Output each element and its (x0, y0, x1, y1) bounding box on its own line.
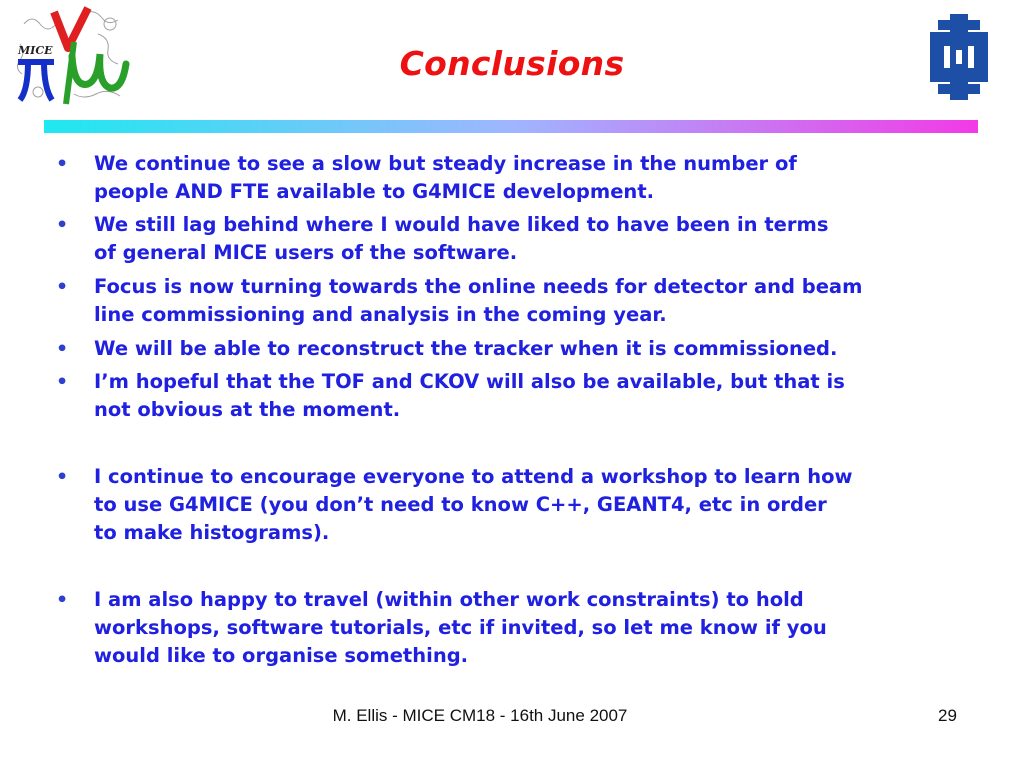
svg-text:MICE: MICE (18, 44, 53, 57)
bullet-icon: • (56, 589, 69, 611)
bullet-icon: • (56, 466, 69, 488)
bullet-icon: • (56, 153, 69, 175)
bullet-line: would like to organise something. (94, 644, 469, 667)
bullet-line: to use G4MICE (you don’t need to know C++, GEANT4, etc in order (94, 493, 827, 516)
bullet-line: I continue to encourage everyone to attend a workshop to learn how (94, 465, 853, 488)
page-number: 29 (938, 706, 957, 725)
bullet-line: not obvious at the moment. (94, 398, 401, 421)
bullet-line: people AND FTE available to G4MICE development. (94, 180, 655, 203)
bullet-icon: • (56, 338, 69, 360)
footer-text: M. Ellis - MICE CM18 - 16th June 2007 (332, 706, 628, 725)
bullet-icon: • (56, 371, 69, 393)
bullet-line: We still lag behind where I would have liked to have been in terms (94, 213, 829, 236)
bullet-line: I’m hopeful that the TOF and CKOV will also be available, but that is (94, 370, 845, 393)
bullet-line: to make histograms). (94, 521, 330, 544)
bullet-line: We will be able to reconstruct the tracker when it is commissioned. (94, 337, 838, 360)
bullet-icon: • (56, 276, 69, 298)
bullet-line: Focus is now turning towards the online needs for detector and beam (94, 275, 863, 298)
bullet-line: line commissioning and analysis in the coming year. (94, 303, 667, 326)
bullet-line: We continue to see a slow but steady increase in the number of (94, 152, 797, 175)
bullet-line: of general MICE users of the software. (94, 241, 518, 264)
slide-title: Conclusions (399, 44, 625, 83)
bullet-line: workshops, software tutorials, etc if invited, so let me know if you (94, 616, 827, 639)
bullet-icon: • (56, 214, 69, 236)
bullet-line: I am also happy to travel (within other work constraints) to hold (94, 588, 804, 611)
